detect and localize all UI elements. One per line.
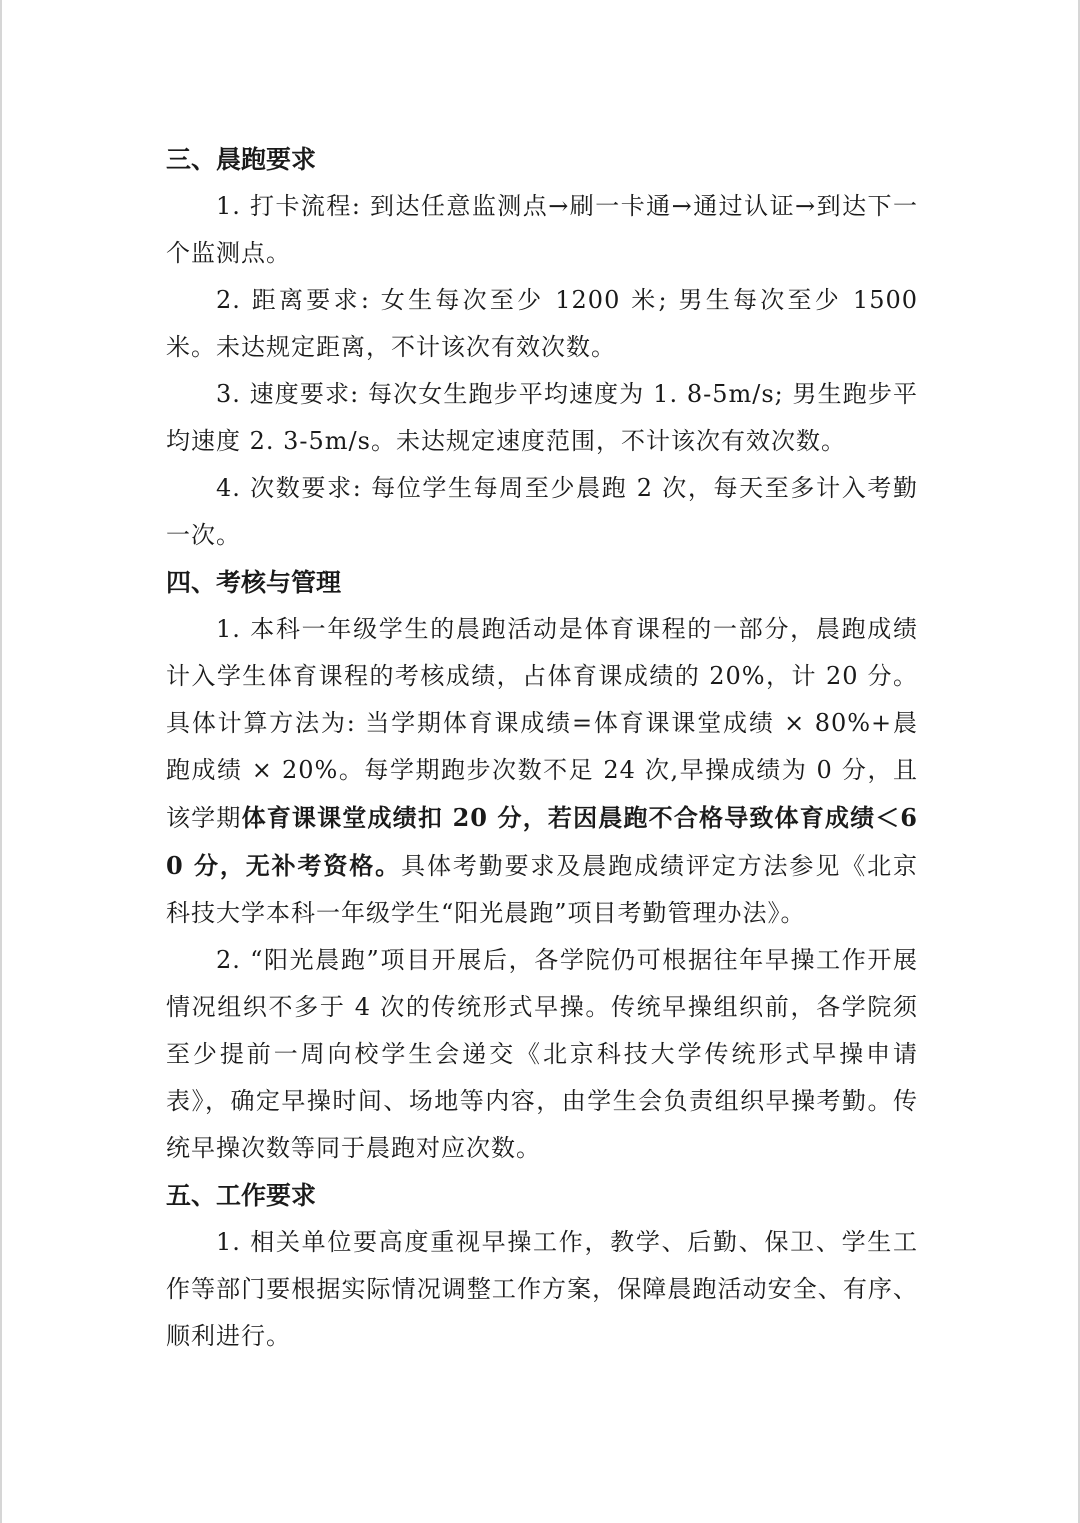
speed-requirement-item: 3. 速度要求: 每次女生跑步平均速度为 1. 8-5m/s; 男生跑步平均速度 2. 3-5m/s。未达规定速度范围，不计该次有效次数。 [166, 380, 918, 455]
assessment-item-1-text-b: 具体考勤要求及晨跑成绩评定方法参见《北京科技大学本科一年级学生“阳光晨跑”项目考勤管理办法》。 [166, 852, 918, 927]
section-heading-morning-run: 三、晨跑要求 [166, 145, 317, 174]
assessment-item-1 [166, 606, 918, 937]
document-body [166, 136, 918, 1360]
frequency-requirement-item: 4. 次数要求: 每位学生每周至少晨跑 2 次，每天至多计入考勤一次。 [166, 474, 918, 549]
assessment-item-1-text-a: 1. 本科一年级学生的晨跑活动是体育课程的一部分，晨跑成绩计入学生体育课程的考核成绩，占体育课成绩的 20%，计 20 分。具体计算方法为: 当学期体育课成绩=体育课课堂成绩 × 80%+晨跑成绩 × 20%。每学期跑步次数不足 24 次,早操成绩为 0 分，且该学期 [166, 615, 918, 832]
distance-requirement-item: 2. 距离要求: 女生每次至少 1200 米; 男生每次至少 1500 米。未达规定距离，不计该次有效次数。 [166, 286, 918, 361]
work-requirement-item-1: 1. 相关单位要高度重视早操工作，教学、后勤、保卫、学生工作等部门要根据实际情况调整工作方案，保障晨跑活动安全、有序、顺利进行。 [166, 1228, 918, 1350]
assessment-item-2: 2. “阳光晨跑”项目开展后，各学院仍可根据往年早操工作开展情况组织不多于 4 次的传统形式早操。传统早操组织前，各学院须至少提前一周向校学生会递交《北京科技大学传统形式早操申请表》，确定早操时间、场地等内容，由学生会负责组织早操考勤。传统早操次数等同于晨跑对应次数。 [166, 946, 918, 1162]
assessment-item-1-bold: 体育课课堂成绩扣 20 分，若因晨跑不合格导致体育成绩＜60 分，无补考资格。 [166, 803, 919, 880]
clock-in-process-item: 1. 打卡流程: 到达任意监测点→刷一卡通→通过认证→到达下一个监测点。 [166, 192, 918, 267]
section-heading-assessment: 四、考核与管理 [166, 568, 342, 597]
section-heading-work-requirements: 五、工作要求 [166, 1181, 317, 1210]
